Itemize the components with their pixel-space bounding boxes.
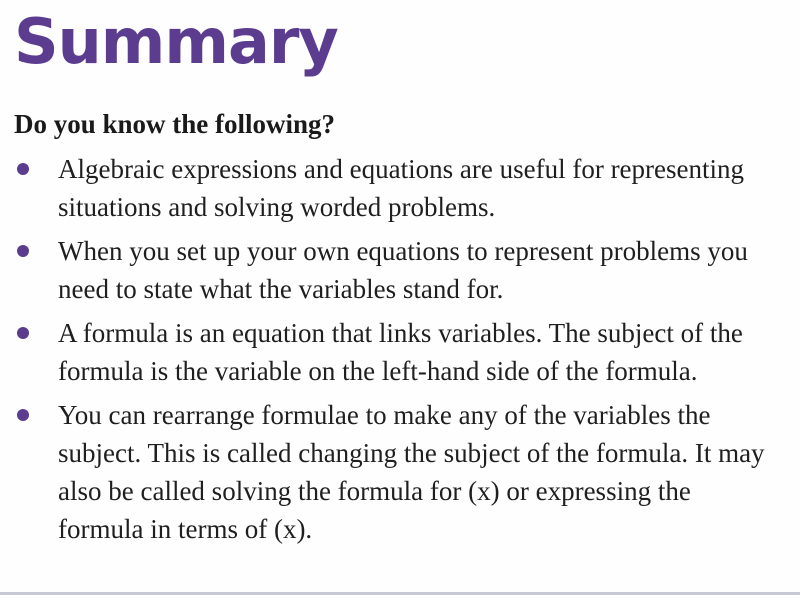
list-item-text: A formula is an equation that links variables. The subject of the formula is the variable on the left-hand side of the formula. <box>58 318 743 386</box>
page-title: Summary <box>14 5 338 78</box>
list-item <box>0 232 800 308</box>
summary-list <box>0 150 800 554</box>
list-item-text: You can rearrange formulae to make any of the variables the subject. This is called changing the subject of the formula. It may also be called solving the formula for (x) or expressing the formula in terms of (x). <box>58 400 765 544</box>
bottom-divider <box>0 592 800 595</box>
bullet-icon <box>17 163 29 175</box>
list-item-text: When you set up your own equations to represent problems you need to state what the variables stand for. <box>58 236 748 304</box>
list-item <box>0 396 800 548</box>
bullet-icon <box>17 245 29 257</box>
section-heading: Do you know the following? <box>14 109 336 139</box>
list-item <box>0 314 800 390</box>
list-item <box>0 150 800 226</box>
bullet-icon <box>17 409 29 421</box>
list-item-text: Algebraic expressions and equations are useful for representing situations and solving worded problems. <box>58 154 745 222</box>
bullet-icon <box>17 327 29 339</box>
